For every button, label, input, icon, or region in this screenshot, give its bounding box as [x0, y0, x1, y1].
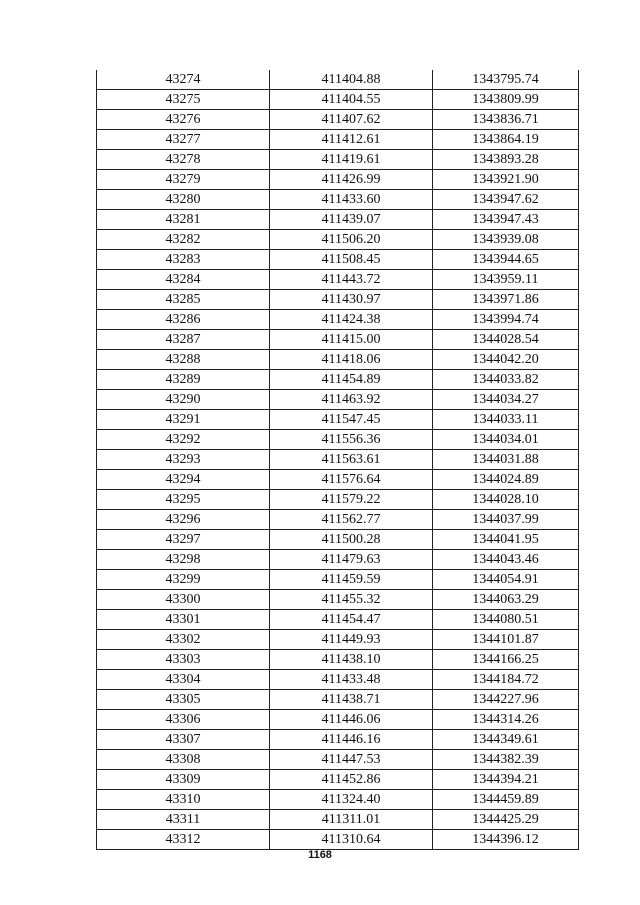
- point-id-cell: 43309: [97, 770, 270, 790]
- x-coordinate-cell: 411433.48: [270, 670, 433, 690]
- x-coordinate-cell: 411419.61: [270, 150, 433, 170]
- x-coordinate-cell: 411508.45: [270, 250, 433, 270]
- point-id-cell: 43283: [97, 250, 270, 270]
- x-coordinate-cell: 411439.07: [270, 210, 433, 230]
- point-id-cell: 43295: [97, 490, 270, 510]
- point-id-cell: 43302: [97, 630, 270, 650]
- x-coordinate-cell: 411446.16: [270, 730, 433, 750]
- table-row: [97, 810, 579, 830]
- point-id-cell: 43291: [97, 410, 270, 430]
- table-row: [97, 330, 579, 350]
- x-coordinate-cell: 411324.40: [270, 790, 433, 810]
- table-row: [97, 210, 579, 230]
- x-coordinate-cell: 411443.72: [270, 270, 433, 290]
- table-row: [97, 830, 579, 850]
- y-coordinate-cell: 1343836.71: [433, 110, 579, 130]
- point-id-cell: 43289: [97, 370, 270, 390]
- table-row: [97, 150, 579, 170]
- y-coordinate-cell: 1344459.89: [433, 790, 579, 810]
- table-row: [97, 450, 579, 470]
- point-id-cell: 43286: [97, 310, 270, 330]
- y-coordinate-cell: 1343795.74: [433, 70, 579, 90]
- page-number: 1168: [308, 849, 332, 861]
- y-coordinate-cell: 1344028.54: [433, 330, 579, 350]
- y-coordinate-cell: 1343947.43: [433, 210, 579, 230]
- table-row: [97, 750, 579, 770]
- x-coordinate-cell: 411404.88: [270, 70, 433, 90]
- y-coordinate-cell: 1344033.11: [433, 410, 579, 430]
- y-coordinate-cell: 1344080.51: [433, 610, 579, 630]
- x-coordinate-cell: 411563.61: [270, 450, 433, 470]
- x-coordinate-cell: 411455.32: [270, 590, 433, 610]
- x-coordinate-cell: 411311.01: [270, 810, 433, 830]
- y-coordinate-cell: 1344227.96: [433, 690, 579, 710]
- y-coordinate-cell: 1344101.87: [433, 630, 579, 650]
- table-row: [97, 730, 579, 750]
- y-coordinate-cell: 1344042.20: [433, 350, 579, 370]
- y-coordinate-cell: 1344043.46: [433, 550, 579, 570]
- y-coordinate-cell: 1344034.27: [433, 390, 579, 410]
- table-row: [97, 110, 579, 130]
- table-row: [97, 650, 579, 670]
- y-coordinate-cell: 1344396.12: [433, 830, 579, 850]
- x-coordinate-cell: 411404.55: [270, 90, 433, 110]
- point-id-cell: 43300: [97, 590, 270, 610]
- table-row: [97, 590, 579, 610]
- table-row: [97, 690, 579, 710]
- point-id-cell: 43298: [97, 550, 270, 570]
- y-coordinate-cell: 1344037.99: [433, 510, 579, 530]
- x-coordinate-cell: 411547.45: [270, 410, 433, 430]
- coordinates-table: [96, 70, 579, 850]
- table-row: [97, 90, 579, 110]
- x-coordinate-cell: 411438.71: [270, 690, 433, 710]
- table-row: [97, 130, 579, 150]
- point-id-cell: 43308: [97, 750, 270, 770]
- y-coordinate-cell: 1344382.39: [433, 750, 579, 770]
- x-coordinate-cell: 411459.59: [270, 570, 433, 590]
- point-id-cell: 43290: [97, 390, 270, 410]
- table-row: [97, 170, 579, 190]
- table-row: [97, 710, 579, 730]
- y-coordinate-cell: 1344063.29: [433, 590, 579, 610]
- x-coordinate-cell: 411407.62: [270, 110, 433, 130]
- table-row: [97, 670, 579, 690]
- point-id-cell: 43299: [97, 570, 270, 590]
- y-coordinate-cell: 1343864.19: [433, 130, 579, 150]
- point-id-cell: 43284: [97, 270, 270, 290]
- point-id-cell: 43310: [97, 790, 270, 810]
- x-coordinate-cell: 411310.64: [270, 830, 433, 850]
- y-coordinate-cell: 1344166.25: [433, 650, 579, 670]
- x-coordinate-cell: 411506.20: [270, 230, 433, 250]
- y-coordinate-cell: 1343944.65: [433, 250, 579, 270]
- table-row: [97, 290, 579, 310]
- y-coordinate-cell: 1344041.95: [433, 530, 579, 550]
- table-row: [97, 410, 579, 430]
- x-coordinate-cell: 411415.00: [270, 330, 433, 350]
- x-coordinate-cell: 411449.93: [270, 630, 433, 650]
- y-coordinate-cell: 1343893.28: [433, 150, 579, 170]
- y-coordinate-cell: 1344394.21: [433, 770, 579, 790]
- point-id-cell: 43311: [97, 810, 270, 830]
- table-row: [97, 270, 579, 290]
- point-id-cell: 43292: [97, 430, 270, 450]
- table-row: [97, 190, 579, 210]
- point-id-cell: 43305: [97, 690, 270, 710]
- y-coordinate-cell: 1344054.91: [433, 570, 579, 590]
- y-coordinate-cell: 1344031.88: [433, 450, 579, 470]
- point-id-cell: 43277: [97, 130, 270, 150]
- point-id-cell: 43282: [97, 230, 270, 250]
- point-id-cell: 43307: [97, 730, 270, 750]
- x-coordinate-cell: 411556.36: [270, 430, 433, 450]
- x-coordinate-cell: 411418.06: [270, 350, 433, 370]
- x-coordinate-cell: 411438.10: [270, 650, 433, 670]
- point-id-cell: 43285: [97, 290, 270, 310]
- x-coordinate-cell: 411412.61: [270, 130, 433, 150]
- y-coordinate-cell: 1344425.29: [433, 810, 579, 830]
- y-coordinate-cell: 1343921.90: [433, 170, 579, 190]
- point-id-cell: 43312: [97, 830, 270, 850]
- table-row: [97, 470, 579, 490]
- x-coordinate-cell: 411562.77: [270, 510, 433, 530]
- y-coordinate-cell: 1344349.61: [433, 730, 579, 750]
- table-row: [97, 230, 579, 250]
- y-coordinate-cell: 1343994.74: [433, 310, 579, 330]
- table-row: [97, 310, 579, 330]
- y-coordinate-cell: 1344033.82: [433, 370, 579, 390]
- x-coordinate-cell: 411500.28: [270, 530, 433, 550]
- table-row: [97, 630, 579, 650]
- x-coordinate-cell: 411447.53: [270, 750, 433, 770]
- y-coordinate-cell: 1344314.26: [433, 710, 579, 730]
- point-id-cell: 43276: [97, 110, 270, 130]
- y-coordinate-cell: 1343947.62: [433, 190, 579, 210]
- y-coordinate-cell: 1343959.11: [433, 270, 579, 290]
- table-row: [97, 570, 579, 590]
- point-id-cell: 43288: [97, 350, 270, 370]
- table-row: [97, 610, 579, 630]
- table-row: [97, 250, 579, 270]
- x-coordinate-cell: 411430.97: [270, 290, 433, 310]
- y-coordinate-cell: 1343939.08: [433, 230, 579, 250]
- x-coordinate-cell: 411433.60: [270, 190, 433, 210]
- point-id-cell: 43274: [97, 70, 270, 90]
- table-row: [97, 770, 579, 790]
- x-coordinate-cell: 411426.99: [270, 170, 433, 190]
- y-coordinate-cell: 1344184.72: [433, 670, 579, 690]
- point-id-cell: 43280: [97, 190, 270, 210]
- x-coordinate-cell: 411424.38: [270, 310, 433, 330]
- x-coordinate-cell: 411463.92: [270, 390, 433, 410]
- point-id-cell: 43293: [97, 450, 270, 470]
- point-id-cell: 43281: [97, 210, 270, 230]
- y-coordinate-cell: 1343809.99: [433, 90, 579, 110]
- coordinates-table-body: [97, 70, 579, 850]
- x-coordinate-cell: 411479.63: [270, 550, 433, 570]
- point-id-cell: 43301: [97, 610, 270, 630]
- point-id-cell: 43303: [97, 650, 270, 670]
- x-coordinate-cell: 411452.86: [270, 770, 433, 790]
- table-row: [97, 550, 579, 570]
- table-row: [97, 390, 579, 410]
- x-coordinate-cell: 411454.47: [270, 610, 433, 630]
- point-id-cell: 43297: [97, 530, 270, 550]
- x-coordinate-cell: 411576.64: [270, 470, 433, 490]
- point-id-cell: 43275: [97, 90, 270, 110]
- table-row: [97, 430, 579, 450]
- table-row: [97, 490, 579, 510]
- x-coordinate-cell: 411579.22: [270, 490, 433, 510]
- table-row: [97, 790, 579, 810]
- point-id-cell: 43278: [97, 150, 270, 170]
- point-id-cell: 43306: [97, 710, 270, 730]
- point-id-cell: 43296: [97, 510, 270, 530]
- point-id-cell: 43287: [97, 330, 270, 350]
- table-row: [97, 510, 579, 530]
- y-coordinate-cell: 1344034.01: [433, 430, 579, 450]
- table-row: [97, 350, 579, 370]
- table-row: [97, 530, 579, 550]
- x-coordinate-cell: 411454.89: [270, 370, 433, 390]
- point-id-cell: 43294: [97, 470, 270, 490]
- table-row: [97, 370, 579, 390]
- point-id-cell: 43304: [97, 670, 270, 690]
- y-coordinate-cell: 1344028.10: [433, 490, 579, 510]
- point-id-cell: 43279: [97, 170, 270, 190]
- x-coordinate-cell: 411446.06: [270, 710, 433, 730]
- y-coordinate-cell: 1344024.89: [433, 470, 579, 490]
- table-row: [97, 70, 579, 90]
- y-coordinate-cell: 1343971.86: [433, 290, 579, 310]
